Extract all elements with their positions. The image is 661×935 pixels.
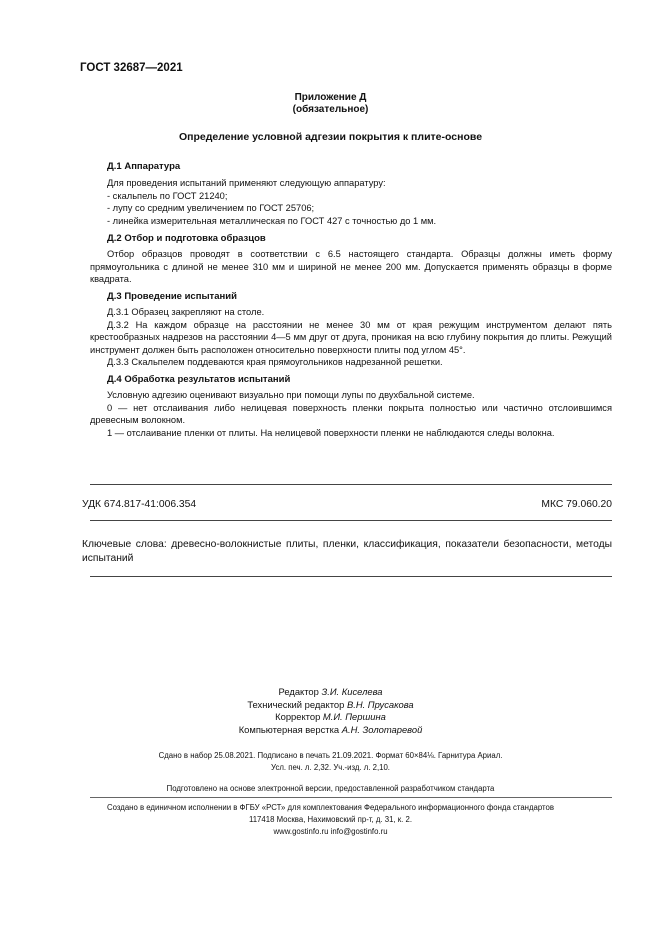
mks-code: МКС 79.060.20 [541, 499, 612, 510]
section-d1-intro: Для проведения испытаний применяют следующую аппаратуру: [107, 178, 386, 188]
paragraph-d4-2: 0 — нет отслаивания либо нелицевая поверхность пленки покрыта полностью или частично отслоившимся древесным волокном. [90, 402, 612, 426]
imprint-staff [0, 686, 661, 736]
divider-bottom [90, 576, 612, 577]
paragraph-d3-1: Д.3.1 Образец закрепляют на столе. [107, 307, 265, 317]
appendix-status: (обязательное) [292, 104, 369, 115]
standard-number: ГОСТ 32687—2021 [80, 62, 183, 74]
tech-editor-line: Технический редактор В.Н. Прусакова [247, 698, 414, 710]
section-d4-title: Д.4 Обработка результатов испытаний [107, 374, 291, 385]
section-d3-body [90, 306, 612, 369]
editor-line: Редактор З.И. Киселева [278, 686, 383, 697]
section-d1-title: Д.1 Аппаратура [107, 161, 181, 172]
layout-line: Компьютерная верстка А.Н. Золотаревой [238, 723, 423, 735]
created-note: Создано в единичном исполнении в ФГБУ «РСТ» для комплектования Федерального информационного фонда стандартов [106, 803, 555, 812]
appendix-heading: Определение условной адгезии покрытия к плите-основе [178, 131, 483, 143]
section-d2-text: Отбор образцов проводят в соответствии с 6.5 настоящего стандарта. Образцы должны иметь форму прямоугольника с длиной не менее 310 мм и шириной не менее 200 мм. Допускается применять образцы в форме квадрата. [90, 249, 612, 285]
paragraph-d4-3: 1 — отслаивание пленки от плиты. На нелицевой поверхности пленки не наблюдаются следы волокна. [107, 427, 555, 438]
divider-middle [90, 520, 612, 521]
list-item: - скальпель по ГОСТ 21240; [107, 190, 228, 201]
section-d1-body [107, 177, 607, 227]
divider-top [90, 484, 612, 485]
paragraph-d3-3: Д.3.3 Скальпелем поддеваются края прямоугольников надрезанной решетки. [107, 357, 443, 368]
paragraph-d4-1: Условную адгезию оценивают визуально при помощи лупы по двухбальной системе. [107, 390, 475, 400]
print-info-line1: Сдано в набор 25.08.2021. Подписано в печать 21.09.2021. Формат 60×84⅛. Гарнитура Ариал. [158, 751, 503, 760]
paragraph-d3-2: Д.3.2 На каждом образце на расстоянии не менее 30 мм от края режущим инструментом делают пять крестообразных надрезов на расстоянии 4—5 мм друг от друга, проникая на всю глубину покрытия до плиты. Режущий инструмент должен быть расположен относительно поверхности плиты под углом 45°. [90, 319, 612, 355]
udk-code: УДК 674.817-41:006.354 [82, 499, 197, 510]
corrector-line: Корректор М.И. Першина [275, 711, 386, 723]
keywords: Ключевые слова: древесно-волокнистые плиты, пленки, классификация, показатели безопасности, методы испытаний [82, 539, 612, 564]
imprint-divider [90, 797, 612, 798]
print-info-line2: Усл. печ. л. 2,32. Уч.-изд. л. 2,10. [271, 763, 390, 772]
list-item: - линейка измерительная металлическая по ГОСТ 427 с точностью до 1 мм. [107, 215, 437, 226]
publisher-contacts: www.gostinfo.ru info@gostinfo.ru [273, 827, 388, 836]
section-d2-title: Д.2 Отбор и подготовка образцов [107, 233, 266, 244]
prepared-note: Подготовлено на основе электронной версии, предоставленной разработчиком стандарта [166, 784, 495, 793]
section-d3-title: Д.3 Проведение испытаний [107, 291, 237, 302]
list-item: - лупу со средним увеличением по ГОСТ 25706; [107, 203, 315, 214]
section-d4-body [90, 389, 612, 439]
publisher-address: 117418 Москва, Нахимовский пр-т, д. 31, к. 2. [248, 815, 413, 824]
appendix-title: Приложение Д [294, 92, 367, 103]
apparatus-list [107, 190, 607, 228]
